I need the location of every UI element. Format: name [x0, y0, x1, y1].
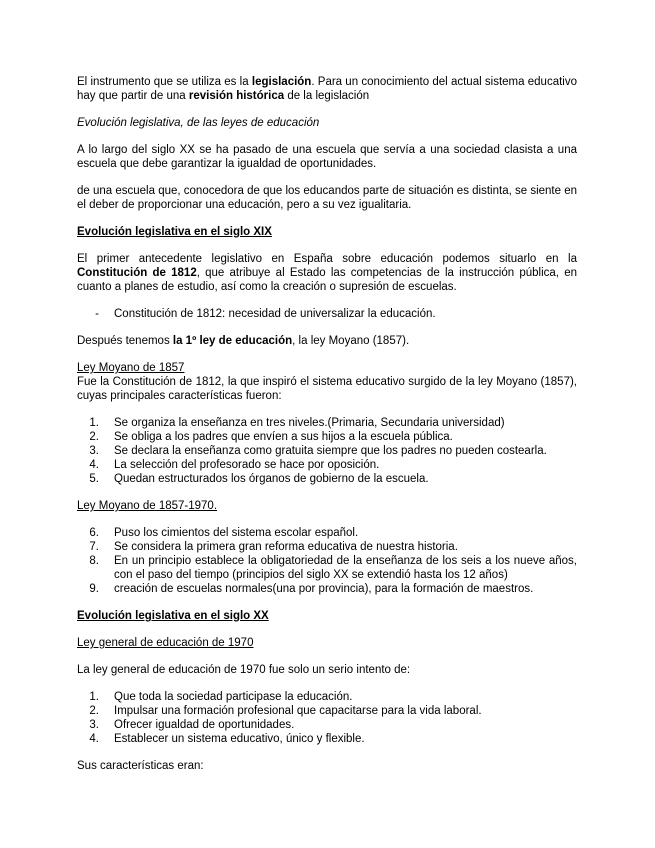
list-text: Establecer un sistema educativo, único y flexible.	[114, 733, 365, 745]
list-number: 9.	[89, 583, 99, 595]
list-text: Impulsar una formación profesional que capacitarse para la vida laboral.	[114, 705, 482, 717]
list-item	[77, 690, 577, 704]
paragraph-ley-moyano: Fue la Constitución de 1812, la que inspiró el sistema educativo surgido de la ley Moyano (1857), cuyas principales características fueron:	[77, 376, 577, 402]
list-number: 2.	[89, 705, 99, 717]
list-item	[77, 732, 577, 746]
list-number: 3.	[89, 719, 99, 731]
intro-text: de la legislación	[284, 90, 370, 102]
intro-text: El instrumento que se utiliza es la	[77, 76, 252, 88]
list-text: Que toda la sociedad participase la educación.	[114, 691, 353, 703]
list-item	[77, 540, 577, 554]
list-item	[77, 718, 577, 732]
list-item	[77, 704, 577, 718]
list-number: 6.	[89, 527, 99, 539]
paragraph-caracteristicas: Sus características eran:	[77, 760, 204, 772]
constitucion-text: El primer antecedente legislativo en España sobre educación podemos situarlo en la	[77, 253, 577, 265]
paragraph-siglo-xx-escuela: A lo largo del siglo XX se ha pasado de una escuela que servía a una sociedad clasista a una escuela que debe garantizar la igualdad de oportunidades.	[77, 144, 577, 170]
list-item	[77, 554, 577, 582]
primera-ley-text: , la ley Moyano (1857).	[292, 335, 410, 347]
list-text: creación de escuelas normales(una por provincia), para la formación de maestros.	[114, 583, 534, 595]
primera-ley-bold: la 1º ley de educación	[172, 335, 293, 347]
list-item	[77, 416, 577, 430]
list-number: 5.	[89, 473, 99, 485]
constitucion-text: , que atribuye al Estado las competencias de la instrucción pública, en cuanto a planes de estudio, así como la creación o supresión de escuelas.	[77, 267, 577, 293]
list-text: En un principio establece la obligatoriedad de la enseñanza de los seis a los nueve años, con el paso del tiempo (principios del siglo XX se extendió hasta los 12 años)	[114, 555, 577, 581]
constitucion-bold: Constitución de 1812	[77, 267, 197, 279]
intro-text: . Para un conocimiento del actual sistema educativo hay que partir de una	[77, 76, 577, 102]
list-number: 8.	[89, 555, 99, 567]
subheading-ley-moyano-1857: Ley Moyano de 1857	[77, 362, 185, 374]
dash-bullet: -	[95, 308, 99, 320]
ley-general-list	[77, 690, 577, 746]
section-heading-siglo-xx: Evolución legislativa en el siglo XX	[77, 610, 269, 622]
moyano-1970-list	[77, 526, 577, 596]
subheading-ley-general-1970: Ley general de educación de 1970	[77, 637, 254, 649]
list-number: 4.	[89, 459, 99, 471]
moyano-list	[77, 416, 577, 486]
paragraph-escuela-igualitaria: de una escuela que, conocedora de que los educandos parte de situación es distinta, se siente en el deber de proporcionar una educación, pero a su vez igualitaria.	[77, 185, 577, 211]
list-item	[77, 472, 577, 486]
list-text: Se considera la primera gran reforma educativa de nuestra historia.	[114, 541, 458, 553]
list-item	[77, 582, 577, 596]
paragraph-primera-ley	[77, 334, 577, 348]
list-item	[77, 444, 577, 458]
intro-paragraph	[77, 75, 577, 103]
list-number: 3.	[89, 445, 99, 457]
dash-list-text: Constitución de 1812: necesidad de universalizar la educación.	[114, 308, 436, 320]
list-item	[77, 526, 577, 540]
list-text: Se obliga a los padres que envíen a sus hijos a la escuela pública.	[114, 431, 453, 443]
list-text: Se declara la enseñanza como gratuita siempre que los padres no pueden costearla.	[114, 445, 547, 457]
list-item	[77, 458, 577, 472]
primera-ley-text: Después tenemos	[77, 335, 173, 347]
list-number: 4.	[89, 733, 99, 745]
italic-subheading: Evolución legislativa, de las leyes de educación	[77, 117, 320, 129]
list-text: Se organiza la enseñanza en tres niveles.(Primaria, Secundaria universidad)	[114, 417, 505, 429]
list-text: Puso los cimientos del sistema escolar español.	[114, 527, 359, 539]
list-number: 7.	[89, 541, 99, 553]
list-text: Ofrecer igualdad de oportunidades.	[114, 719, 295, 731]
list-text: La selección del profesorado se hace por oposición.	[114, 459, 380, 471]
dash-list-item	[77, 307, 577, 321]
intro-bold-revision: revisión histórica	[188, 90, 285, 102]
paragraph-ley-general: La ley general de educación de 1970 fue solo un serio intento de:	[77, 664, 411, 676]
paragraph-constitucion-1812	[77, 252, 577, 294]
section-heading-siglo-xix: Evolución legislativa en el siglo XIX	[77, 226, 272, 238]
list-number: 2.	[89, 431, 99, 443]
list-text: Quedan estructurados los órganos de gobierno de la escuela.	[114, 473, 429, 485]
document-page	[77, 75, 577, 773]
intro-bold-legislacion: legislación	[251, 76, 312, 88]
list-number: 1.	[89, 691, 99, 703]
list-item	[77, 430, 577, 444]
subheading-ley-moyano-1857-1970: Ley Moyano de 1857-1970.	[77, 500, 218, 512]
list-number: 1.	[89, 417, 99, 429]
